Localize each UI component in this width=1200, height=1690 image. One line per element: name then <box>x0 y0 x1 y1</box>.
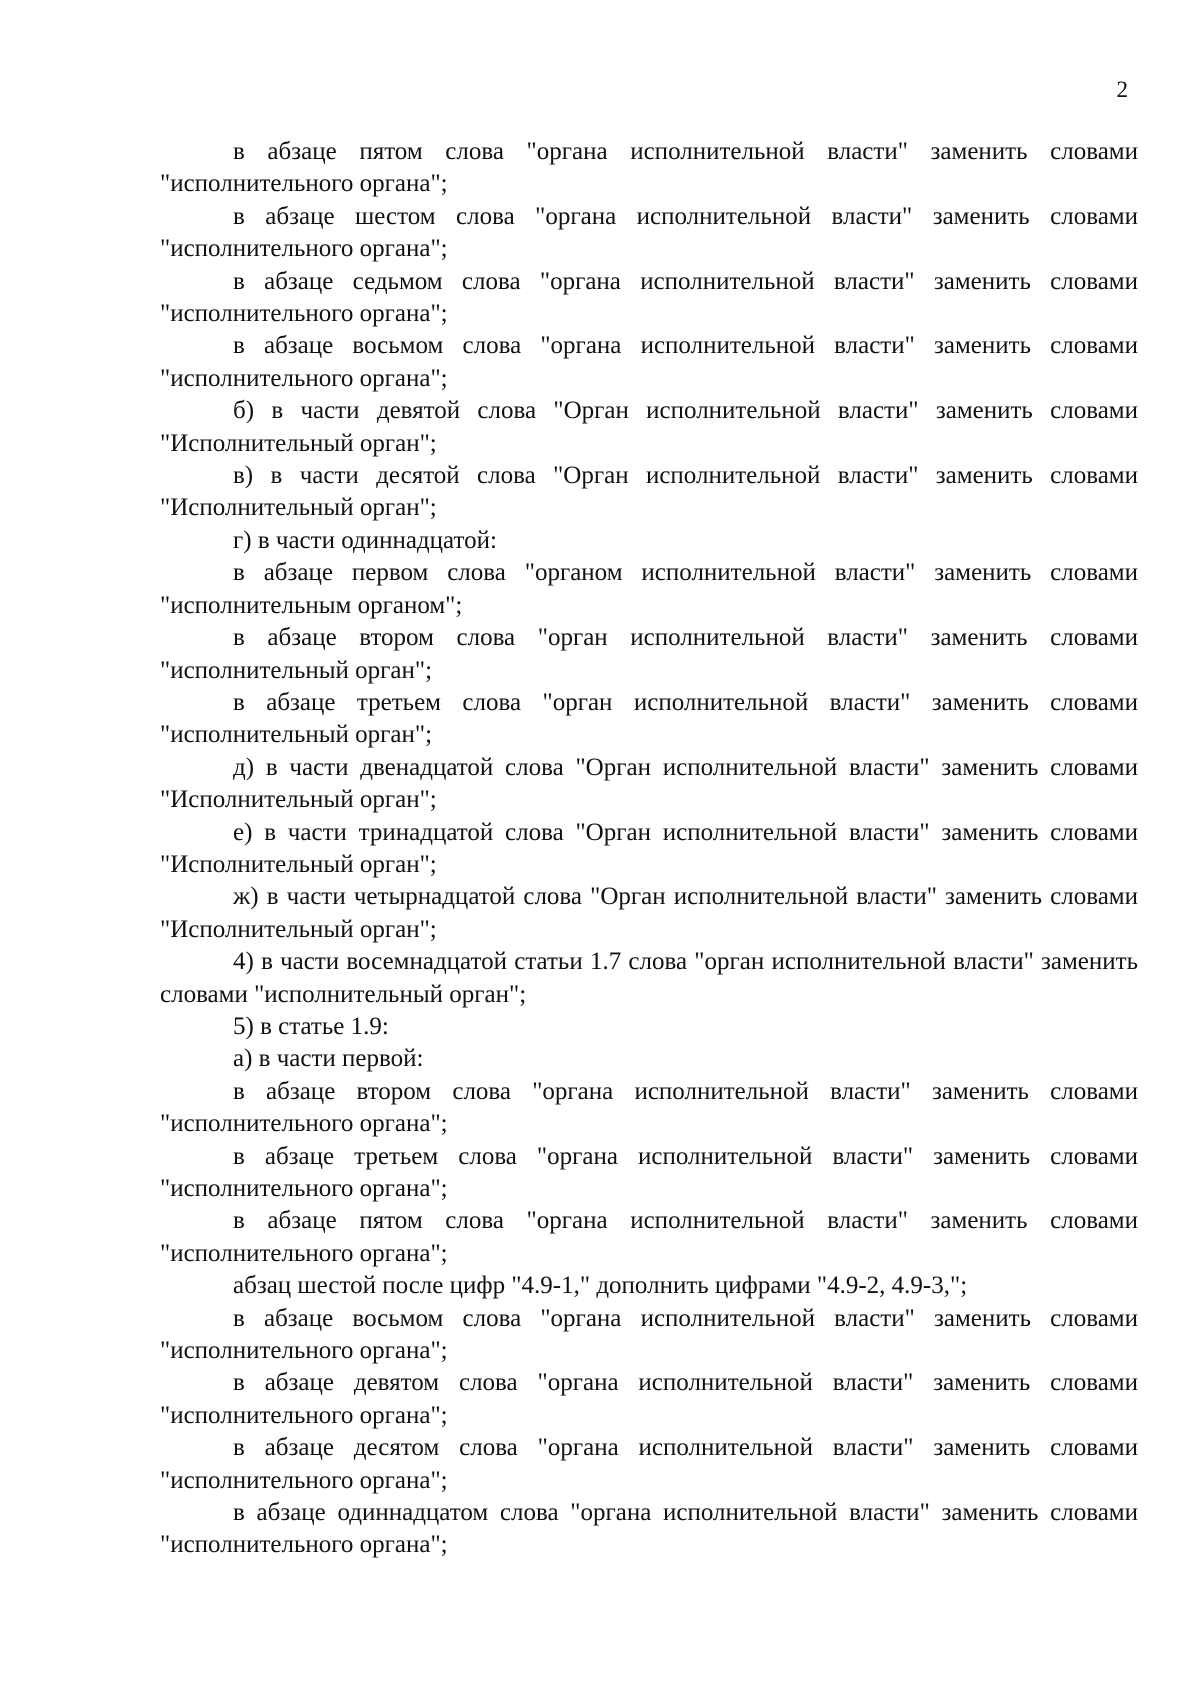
paragraph: 4) в части восемнадцатой статьи 1.7 слова "орган исполнительной власти" заменить словами "исполнительный орган"; <box>160 948 1138 1008</box>
paragraph: д) в части двенадцатой слова "Орган исполнительной власти" заменить словами "Исполнительный орган"; <box>160 753 1138 814</box>
paragraph: в абзаце третьем слова "орган исполнительной власти" заменить словами "исполнительный орган"; <box>160 688 1138 749</box>
paragraph: в абзаце пятом слова "органа исполнительной власти" заменить словами "исполнительного органа"; <box>160 1207 1138 1267</box>
document-body <box>160 136 1138 1562</box>
paragraph: е) в части тринадцатой слова "Орган исполнительной власти" заменить словами "Исполнительный орган"; <box>160 818 1138 878</box>
paragraph: в абзаце десятом слова "органа исполнительной власти" заменить словами "исполнительного органа"; <box>160 1434 1138 1494</box>
paragraph: в абзаце седьмом слова "органа исполнительной власти" заменить словами "исполнительного органа"; <box>160 267 1138 328</box>
paragraph: г) в части одиннадцатой: <box>233 526 497 554</box>
paragraph: в абзаце девятом слова "органа исполнительной власти" заменить словами "исполнительного органа"; <box>160 1369 1138 1429</box>
page-number: 2 <box>1116 77 1128 102</box>
paragraph: ж) в части четырнадцатой слова "Орган исполнительной власти" заменить словами "Исполнительный орган"; <box>160 883 1138 943</box>
paragraph: в абзаце восьмом слова "органа исполнительной власти" заменить словами "исполнительного органа"; <box>160 1304 1138 1365</box>
paragraph: в) в части десятой слова "Орган исполнительной власти" заменить словами "Исполнительный орган"; <box>160 462 1138 522</box>
paragraph: в абзаце третьем слова "органа исполнительной власти" заменить словами "исполнительного органа"; <box>160 1142 1138 1202</box>
paragraph: в абзаце первом слова "органом исполнительной власти" заменить словами "исполнительным органом"; <box>160 559 1138 619</box>
paragraph: а) в части первой: <box>233 1045 424 1073</box>
paragraph: в абзаце одиннадцатом слова "органа исполнительной власти" заменить словами "исполнительного органа"; <box>160 1499 1138 1559</box>
paragraph: в абзаце восьмом слова "органа исполнительной власти" заменить словами "исполнительного органа"; <box>160 332 1138 392</box>
paragraph: в абзаце пятом слова "органа исполнительной власти" заменить словами "исполнительного органа"; <box>160 138 1138 198</box>
paragraph: в абзаце шестом слова "органа исполнительной власти" заменить словами "исполнительного органа"; <box>160 202 1138 263</box>
paragraph: абзац шестой после цифр "4.9-1," дополнить цифрами "4.9-2, 4.9-3,"; <box>233 1272 968 1300</box>
paragraph: в абзаце втором слова "органа исполнительной власти" заменить словами "исполнительного органа"; <box>160 1077 1138 1138</box>
paragraph: б) в части девятой слова "Орган исполнительной власти" заменить словами "Исполнительный орган"; <box>160 397 1138 457</box>
paragraph: 5) в статье 1.9: <box>233 1012 389 1040</box>
paragraph: в абзаце втором слова "орган исполнительной власти" заменить словами "исполнительный орган"; <box>160 624 1138 684</box>
